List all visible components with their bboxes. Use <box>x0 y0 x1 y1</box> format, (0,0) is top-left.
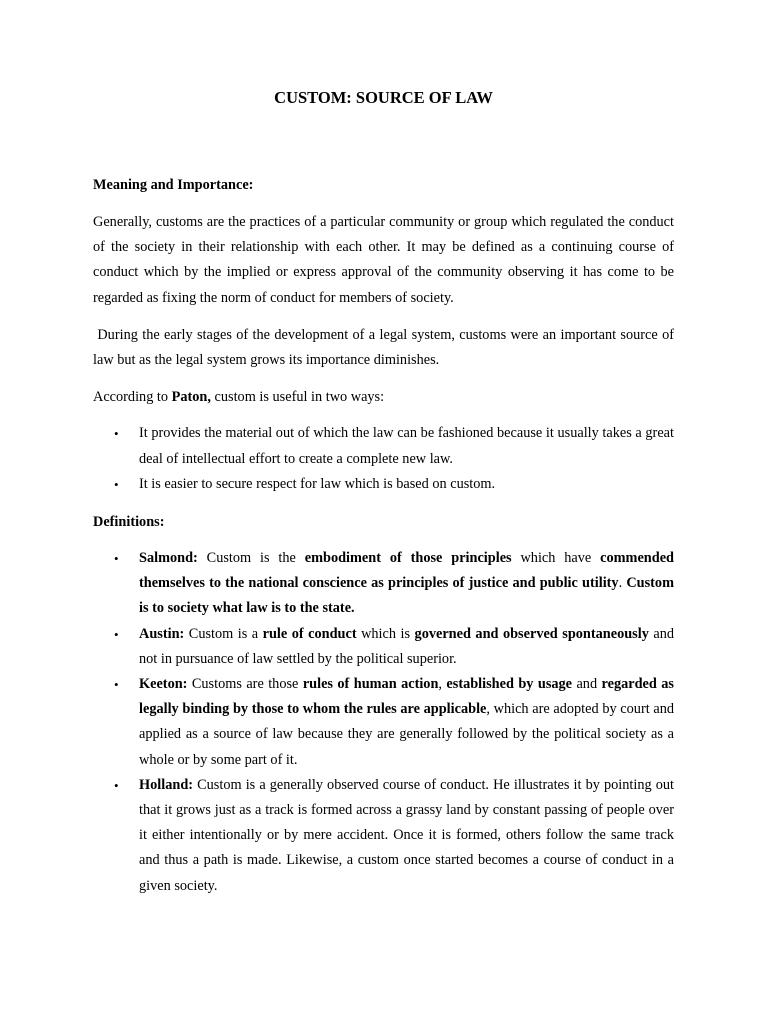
definition-item <box>93 546 674 622</box>
definition-bold-text: Custom is to society what law is to the state. <box>139 575 674 617</box>
bullet-icon: • <box>114 426 119 442</box>
section-heading-definitions: Definitions: <box>93 514 165 531</box>
paton-points-list <box>93 421 674 497</box>
paragraph-early-stages-text: During the early stages of the development of a legal system, customs were an important source of law but as the legal system grows its importance diminishes. <box>93 326 674 369</box>
paton-name: Paton, <box>171 389 211 406</box>
definitions-list <box>93 546 674 899</box>
definition-text: Custom is a <box>184 625 263 642</box>
paragraph-meaning: Generally, customs are the practices of a particular community or group which regulated the conduct of the society in their relationship with each other. It may be defined as a continuing course of conduct which by the implied or express approval of the community observing it has come to be regarded as fixing the norm of conduct for members of society. <box>93 214 674 306</box>
bullet-icon: • <box>114 626 119 642</box>
definition-bold-text: established by usage <box>446 676 573 693</box>
definition-text: . <box>618 575 627 592</box>
definition-text: and <box>572 676 602 693</box>
definition-text: and not in pursuance of law settled by the political superior. <box>139 625 674 667</box>
paragraph-paton <box>93 385 674 410</box>
list-item <box>93 421 674 471</box>
bullet-icon: • <box>114 677 119 693</box>
definition-item <box>93 773 674 899</box>
definition-bold-text: Austin: <box>139 625 185 642</box>
list-item-text: It is easier to secure respect for law which is based on custom. <box>139 475 496 492</box>
section-heading-meaning: Meaning and Importance: <box>93 177 254 193</box>
paton-post: custom is useful in two ways: <box>210 389 385 406</box>
definition-bold-text: governed and observed spontaneously <box>414 625 649 642</box>
document-body <box>93 86 674 899</box>
page-title: CUSTOM: SOURCE OF LAW <box>274 88 493 107</box>
definition-text: Custom is the <box>197 550 305 567</box>
bullet-icon: • <box>114 476 119 492</box>
definition-text: which have <box>511 550 601 567</box>
definition-bold-text: regarded as legally binding by those to whom the rules are applicable <box>139 676 674 718</box>
definition-text: which is <box>356 625 415 642</box>
definition-bold-text: Holland: <box>139 776 194 793</box>
definition-text: Customs are those <box>187 676 303 693</box>
definition-text: Custom is a generally observed course of conduct. He illustrates it by pointing out that it grows just as a track is formed across a grassy land by constant passing of people over it either intentionally or by mere accident. Once it is formed, others follow the same track and thus a path is made. Likewise, a custom once started becomes a course of conduct in a given society. <box>139 776 674 894</box>
definition-bold-text: commended themselves to the national conscience as principles of justice and public utility <box>139 550 674 592</box>
definition-item <box>93 672 674 773</box>
definition-bold-text: Keeton: <box>139 676 188 693</box>
definition-bold-text: rules of human action <box>302 676 439 693</box>
paragraph-early-stages <box>93 323 674 373</box>
definition-text: , <box>438 676 447 693</box>
definition-bold-text: Salmond: <box>139 550 198 567</box>
list-item-text: It provides the material out of which the law can be fashioned because it usually takes a great deal of intellectual effort to create a complete new law. <box>139 425 674 467</box>
bullet-icon: • <box>114 551 119 567</box>
definition-item <box>93 622 674 672</box>
definition-bold-text: rule of conduct <box>262 625 357 642</box>
paton-pre: According to <box>93 389 172 406</box>
definition-bold-text: embodiment of those principles <box>304 550 512 567</box>
list-item <box>93 472 674 497</box>
bullet-icon: • <box>114 777 119 793</box>
definition-text: , which are adopted by court and applied as a source of law because they are generally followed by the political society as a whole or by some part of it. <box>139 701 674 768</box>
